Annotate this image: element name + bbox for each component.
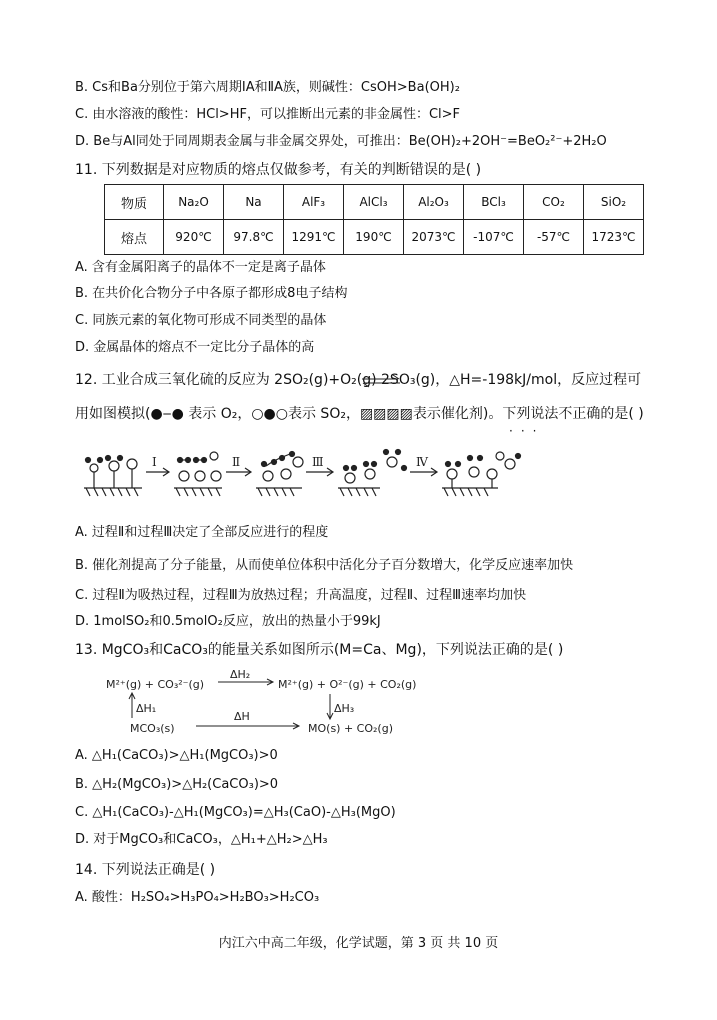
table-cell: 1723℃ — [584, 220, 644, 255]
emphasis-dots: ··· — [509, 424, 545, 438]
table-cell: -107℃ — [464, 220, 524, 255]
q10-option-d: D. Be与Al同处于同周期表金属与非金属交界处，可推出：Be(OH)₂+2OH⁻=BeO₂²⁻+2H₂O — [75, 134, 607, 149]
delta-h-label: ΔH — [234, 710, 250, 723]
q12-option-b: B. 催化剂提高了分子能量，从而使单位体积中活化分子百分数增大，化学反应速率加快 — [75, 558, 574, 573]
melting-point-table — [104, 184, 644, 255]
delta-h3-label: ΔH₃ — [334, 702, 355, 715]
energy-top-right: M²⁺(g) + O²⁻(g) + CO₂(g) — [278, 678, 417, 691]
q11-option-b: B. 在共价化合物分子中各原子都形成8电子结构 — [75, 286, 348, 301]
catalyst-surface-5 — [442, 488, 498, 496]
q12-stem-line2: 用如图模拟(●‒● 表示 O₂，○●○表示 SO₂，▨▨▨▨表示催化剂)。下列说法不正确的是( ) — [75, 406, 644, 422]
q10-option-b: B. Cs和Ba分别位于第六周期ⅠA和ⅡA族，则碱性：CsOH>Ba(OH)₂ — [75, 80, 460, 95]
step-label: Ⅳ — [416, 455, 428, 469]
energy-top-left: M²⁺(g) + CO₃²⁻(g) — [106, 678, 205, 691]
energy-cycle-diagram — [100, 668, 440, 740]
table-cell: SiO₂ — [584, 185, 644, 220]
table-cell: AlCl₃ — [344, 185, 404, 220]
table-row — [105, 185, 644, 220]
table-cell: Na — [224, 185, 284, 220]
catalyst-surface-2 — [174, 488, 222, 496]
catalysis-mechanism-diagram — [80, 444, 550, 500]
step-label: Ⅱ — [232, 455, 241, 469]
table-row-label: 熔点 — [105, 220, 164, 255]
catalyst-surface-3 — [256, 488, 302, 496]
table-header-label: 物质 — [105, 185, 164, 220]
table-cell: BCl₃ — [464, 185, 524, 220]
equilibrium-arrow-icon — [360, 374, 402, 388]
q13-stem: 13. MgCO₃和CaCO₃的能量关系如图所示(M=Ca、Mg)，下列说法正确的是( ) — [75, 642, 564, 658]
q13-option-a: A. △H₁(CaCO₃)>△H₁(MgCO₃)>0 — [75, 748, 278, 763]
q11-stem: 11. 下列数据是对应物质的熔点仅做参考，有关的判断错误的是( ) — [75, 162, 482, 178]
q14-stem: 14. 下列说法正确是( ) — [75, 862, 216, 878]
step-label: Ⅰ — [152, 455, 157, 469]
catalyst-surface-1 — [84, 488, 142, 496]
delta-h1-label: ΔH₁ — [136, 702, 157, 715]
table-row — [105, 220, 644, 255]
energy-bottom-left: MCO₃(s) — [130, 722, 175, 735]
table-cell: 97.8℃ — [224, 220, 284, 255]
q12-option-a: A. 过程Ⅱ和过程Ⅲ决定了全部反应进行的程度 — [75, 525, 329, 540]
table-cell: 1291℃ — [284, 220, 344, 255]
catalyst-surface-4 — [338, 488, 380, 496]
q12-option-d: D. 1molSO₂和0.5molO₂反应，放出的热量小于99kJ — [75, 614, 381, 629]
table-cell: CO₂ — [524, 185, 584, 220]
q13-option-b: B. △H₂(MgCO₃)>△H₂(CaCO₃)>0 — [75, 777, 279, 792]
table-cell: Al₂O₃ — [404, 185, 464, 220]
energy-bottom-right: MO(s) + CO₂(g) — [308, 722, 393, 735]
q11-option-d: D. 金属晶体的熔点不一定比分子晶体的高 — [75, 340, 315, 355]
delta-h2-label: ΔH₂ — [230, 668, 251, 681]
table-cell: AlF₃ — [284, 185, 344, 220]
table-cell: 2073℃ — [404, 220, 464, 255]
q11-option-c: C. 同族元素的氧化物可形成不同类型的晶体 — [75, 313, 327, 328]
page-footer: 内江六中高二年级，化学试题，第 3 页 共 10 页 — [218, 936, 499, 951]
table-cell: 920℃ — [164, 220, 224, 255]
step-label: Ⅲ — [312, 455, 324, 469]
q13-option-c: C. △H₁(CaCO₃)-△H₁(MgCO₃)=△H₃(CaO)-△H₃(MgO) — [75, 805, 396, 820]
q12-stem-line1: 12. 工业合成三氧化硫的反应为 2SO₂(g)+O₂(g) 2SO₃(g)，△H=-198kJ/mol，反应过程可 — [75, 372, 642, 388]
q13-option-d: D. 对于MgCO₃和CaCO₃，△H₁+△H₂>△H₃ — [75, 832, 328, 847]
table-cell: 190℃ — [344, 220, 404, 255]
q11-option-a: A. 含有金属阳离子的晶体不一定是离子晶体 — [75, 260, 326, 275]
q14-option-a: A. 酸性：H₂SO₄>H₃PO₄>H₂BO₃>H₂CO₃ — [75, 890, 320, 905]
q10-option-c: C. 由水溶液的酸性：HCl>HF，可以推断出元素的非金属性：Cl>F — [75, 107, 461, 122]
table-cell: Na₂O — [164, 185, 224, 220]
table-cell: -57℃ — [524, 220, 584, 255]
q12-option-c: C. 过程Ⅱ为吸热过程，过程Ⅲ为放热过程；升高温度，过程Ⅱ、过程Ⅲ速率均加快 — [75, 588, 527, 603]
